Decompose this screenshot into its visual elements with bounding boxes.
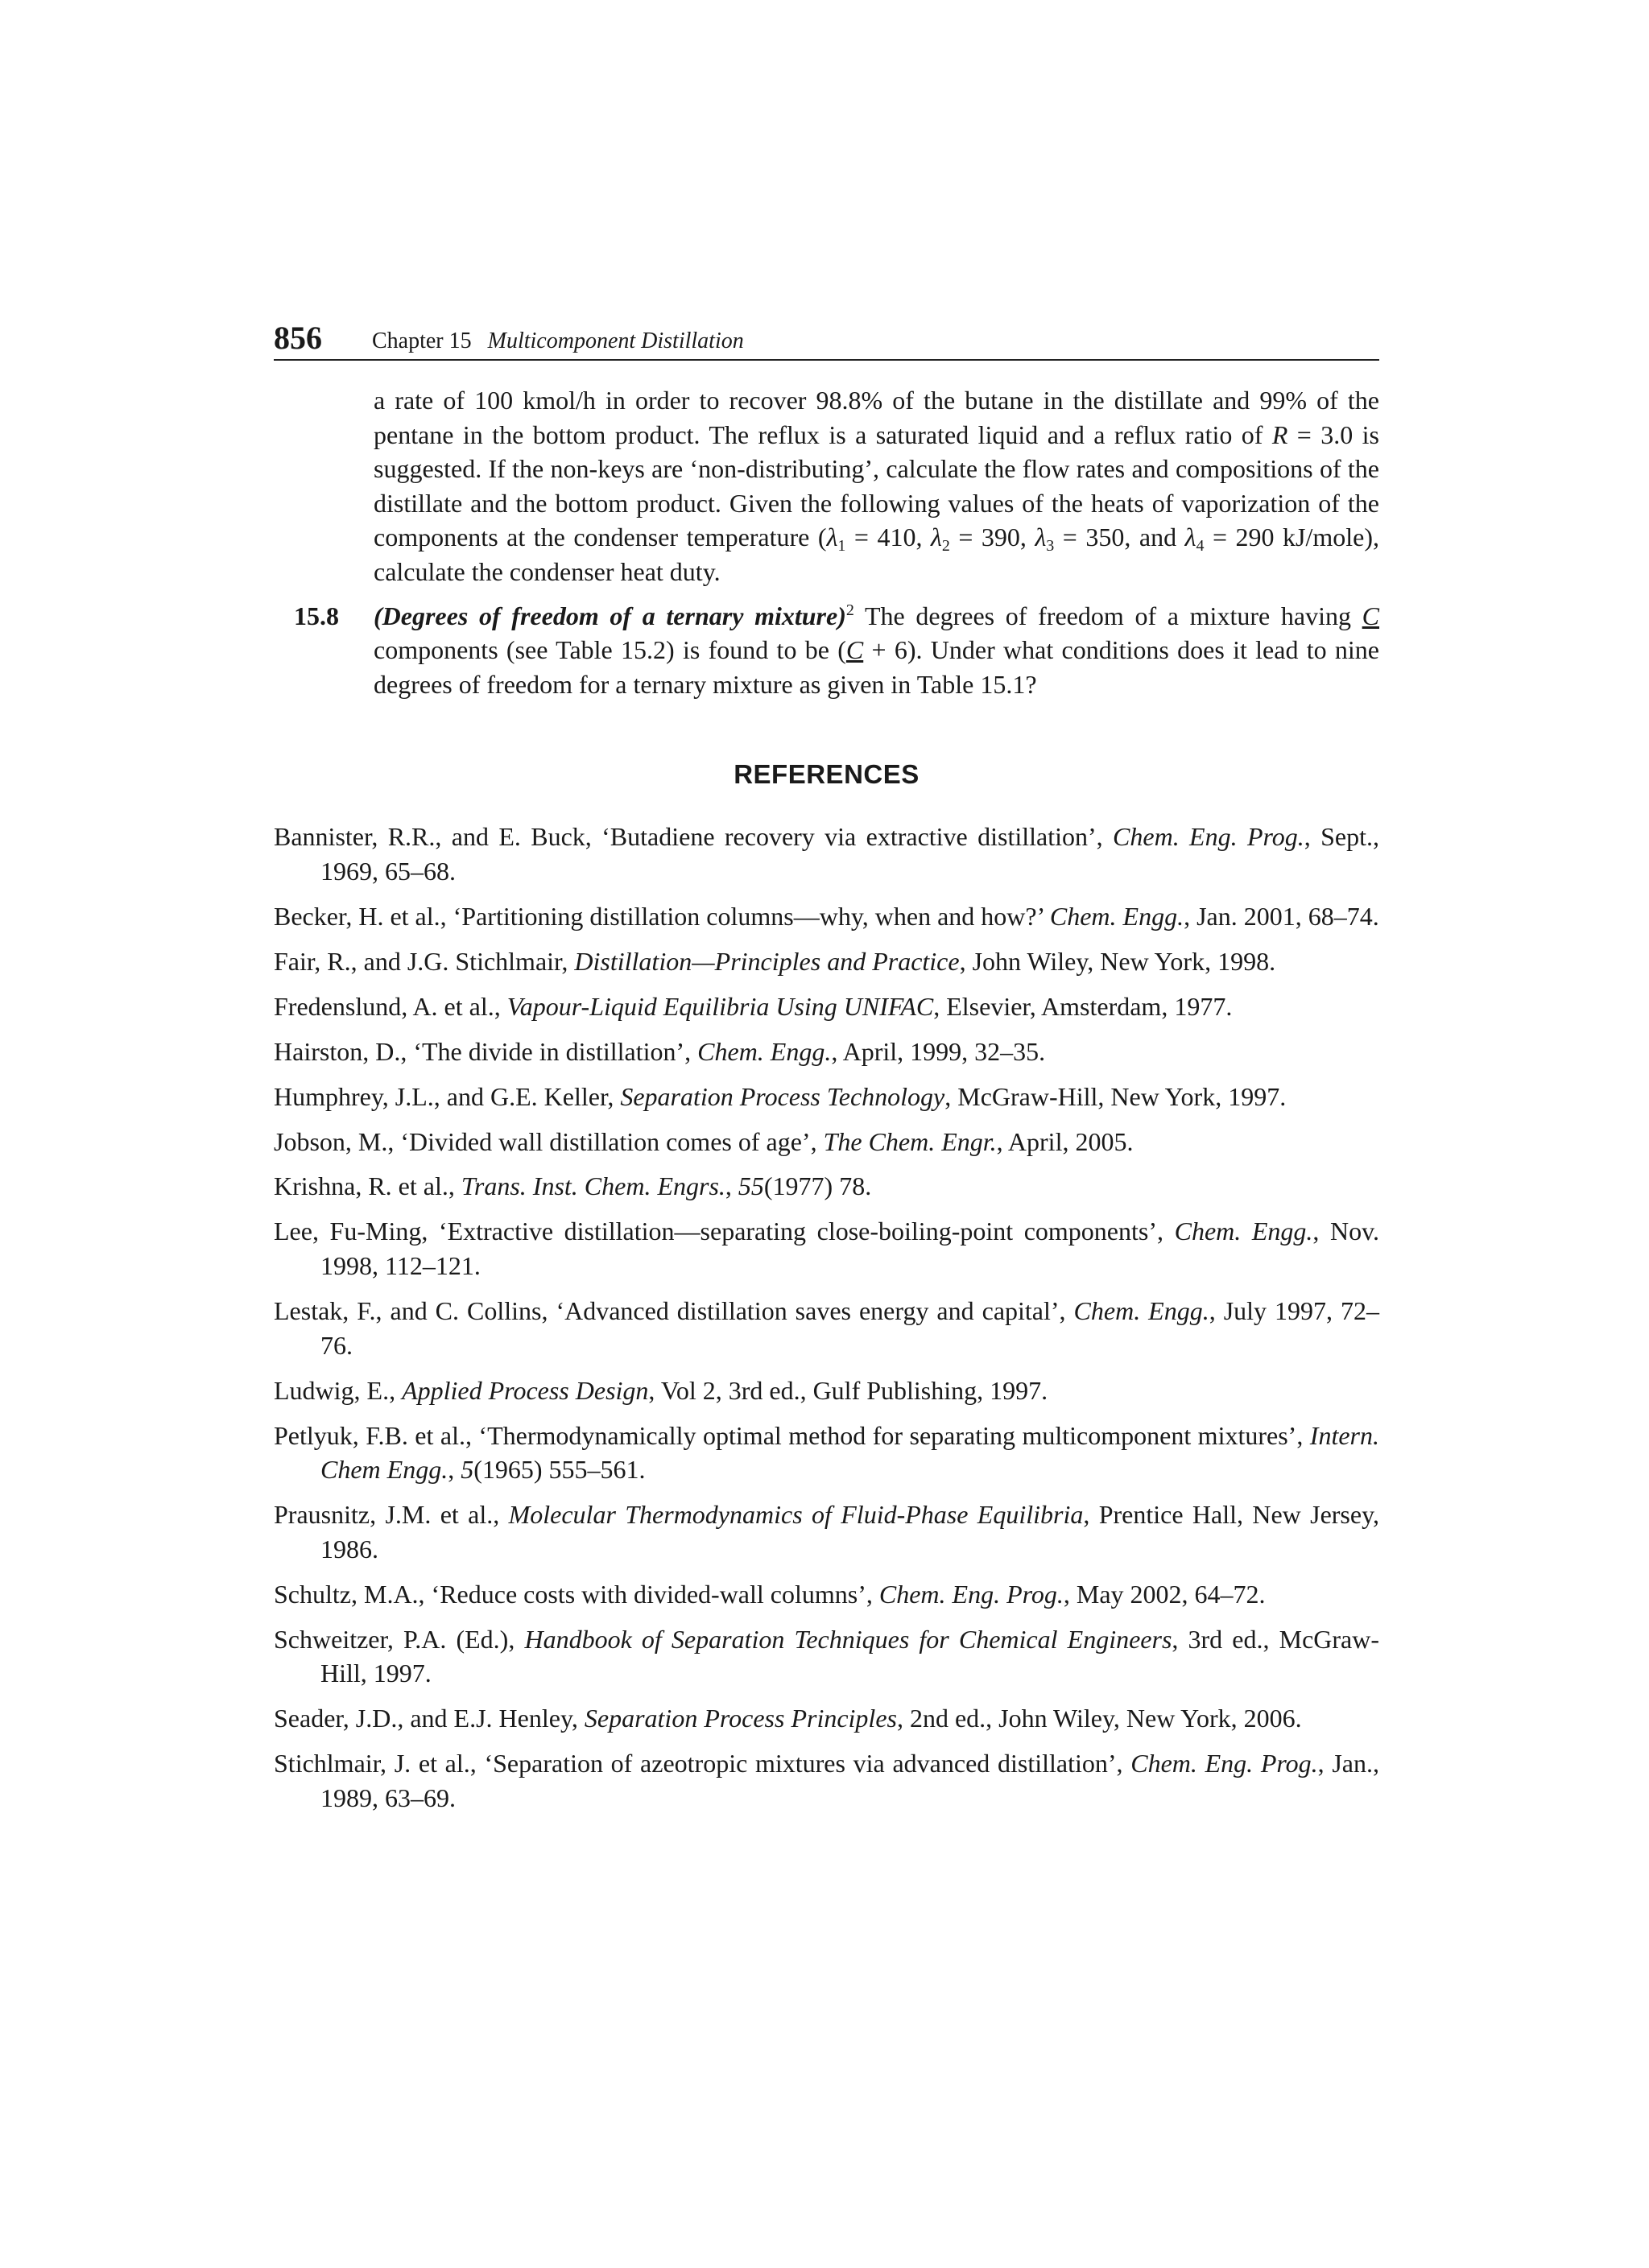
- reference-entry: Fair, R., and J.G. Stichlmair, Distillation—Principles and Practice, John Wiley, New York, 1998.: [274, 946, 1276, 976]
- reference-entry: Ludwig, E., Applied Process Design, Vol 2, 3rd ed., Gulf Publishing, 1997.: [274, 1375, 1048, 1405]
- problems-section: [274, 383, 1379, 701]
- chapter-label: Chapter 15: [372, 328, 472, 353]
- chapter-title: Multicomponent Distillation: [487, 328, 744, 353]
- reference-entry: Schultz, M.A., ‘Reduce costs with divided-wall columns’, Chem. Eng. Prog., May 2002, 64–72.: [274, 1579, 1266, 1609]
- running-head: [372, 327, 744, 356]
- reference-entry: Lestak, F., and C. Collins, ‘Advanced distillation saves energy and capital’, Chem. Engg., July 1997, 72–76.: [274, 1296, 1380, 1360]
- problem-continuation: a rate of 100 kmol/h in order to recover 98.8% of the butane in the distillate and 99% of the pentane in the bottom product. The reflux is a saturated liquid and a reflux ratio of R = 3.0 is suggested. If the non-keys are ‘non-distributing’, calculate the flow rates and compositions of the distillate and the bottom product. Given the following values of the heats of vaporization of the components at the condenser temperature ($\lambda_1 = 410$, $\lambda_2 = 390$, $\lambda_3 = 350$, and $\lambda_4 = 290$ kJ/mole), calculate the condenser heat duty.: [374, 386, 1380, 586]
- problem-15-8: 15.8 (Degrees of freedom of a ternary mixture)$^2$ The degrees of freedom of a mixture having C components (see Table 15.2) is found to be (C + 6). Under what conditions does it lead to nine degrees of freedom for a ternary mixture as given in Table 15.1?: [274, 599, 1379, 702]
- reference-entry: Becker, H. et al., ‘Partitioning distillation columns—why, when and how?’ Chem. Engg., Jan. 2001, 68–74.: [274, 901, 1379, 931]
- reference-entry: Fredenslund, A. et al., Vapour-Liquid Equilibria Using UNIFAC, Elsevier, Amsterdam, 1977.: [274, 991, 1233, 1021]
- references-list: [274, 820, 1379, 1826]
- reference-entry: Hairston, D., ‘The divide in distillation’, Chem. Engg., April, 1999, 32–35.: [274, 1036, 1046, 1066]
- references-heading: REFERENCES: [734, 759, 920, 789]
- reference-entry: Prausnitz, J.M. et al., Molecular Thermodynamics of Fluid-Phase Equilibria, Prentice Hall, New Jersey, 1986.: [274, 1500, 1380, 1564]
- reference-entry: Schweitzer, P.A. (Ed.), Handbook of Separation Techniques for Chemical Engineers, 3rd ed., McGraw-Hill, 1997.: [274, 1624, 1380, 1688]
- page-header: [274, 320, 1379, 361]
- problem-title: (Degrees of freedom of a ternary mixture): [374, 601, 846, 630]
- reference-entry: Humphrey, J.L., and G.E. Keller, Separation Process Technology, McGraw-Hill, New York, 1997.: [274, 1081, 1287, 1111]
- reference-entry: Bannister, R.R., and E. Buck, ‘Butadiene recovery via extractive distillation’, Chem. Eng. Prog., Sept., 1969, 65–68.: [274, 822, 1380, 886]
- reference-entry: Krishna, R. et al., Trans. Inst. Chem. Engrs., 55(1977) 78.: [274, 1171, 872, 1201]
- problem-number: 15.8: [294, 601, 339, 630]
- reference-entry: Stichlmair, J. et al., ‘Separation of azeotropic mixtures via advanced distillation’, Chem. Eng. Prog., Jan., 1989, 63–69.: [274, 1749, 1380, 1812]
- reference-entry: Seader, J.D., and E.J. Henley, Separation Process Principles, 2nd ed., John Wiley, New York, 2006.: [274, 1704, 1302, 1733]
- page-number: 856: [274, 320, 322, 356]
- reference-entry: Jobson, M., ‘Divided wall distillation comes of age’, The Chem. Engr., April, 2005.: [274, 1126, 1134, 1156]
- reference-entry: Lee, Fu-Ming, ‘Extractive distillation—separating close-boiling-point components’, Chem. Engg., Nov. 1998, 112–121.: [274, 1217, 1380, 1281]
- reference-entry: Petlyuk, F.B. et al., ‘Thermodynamically optimal method for separating multicomponent mixtures’, Intern. Chem Engg., 5(1965) 555–561.: [274, 1420, 1379, 1485]
